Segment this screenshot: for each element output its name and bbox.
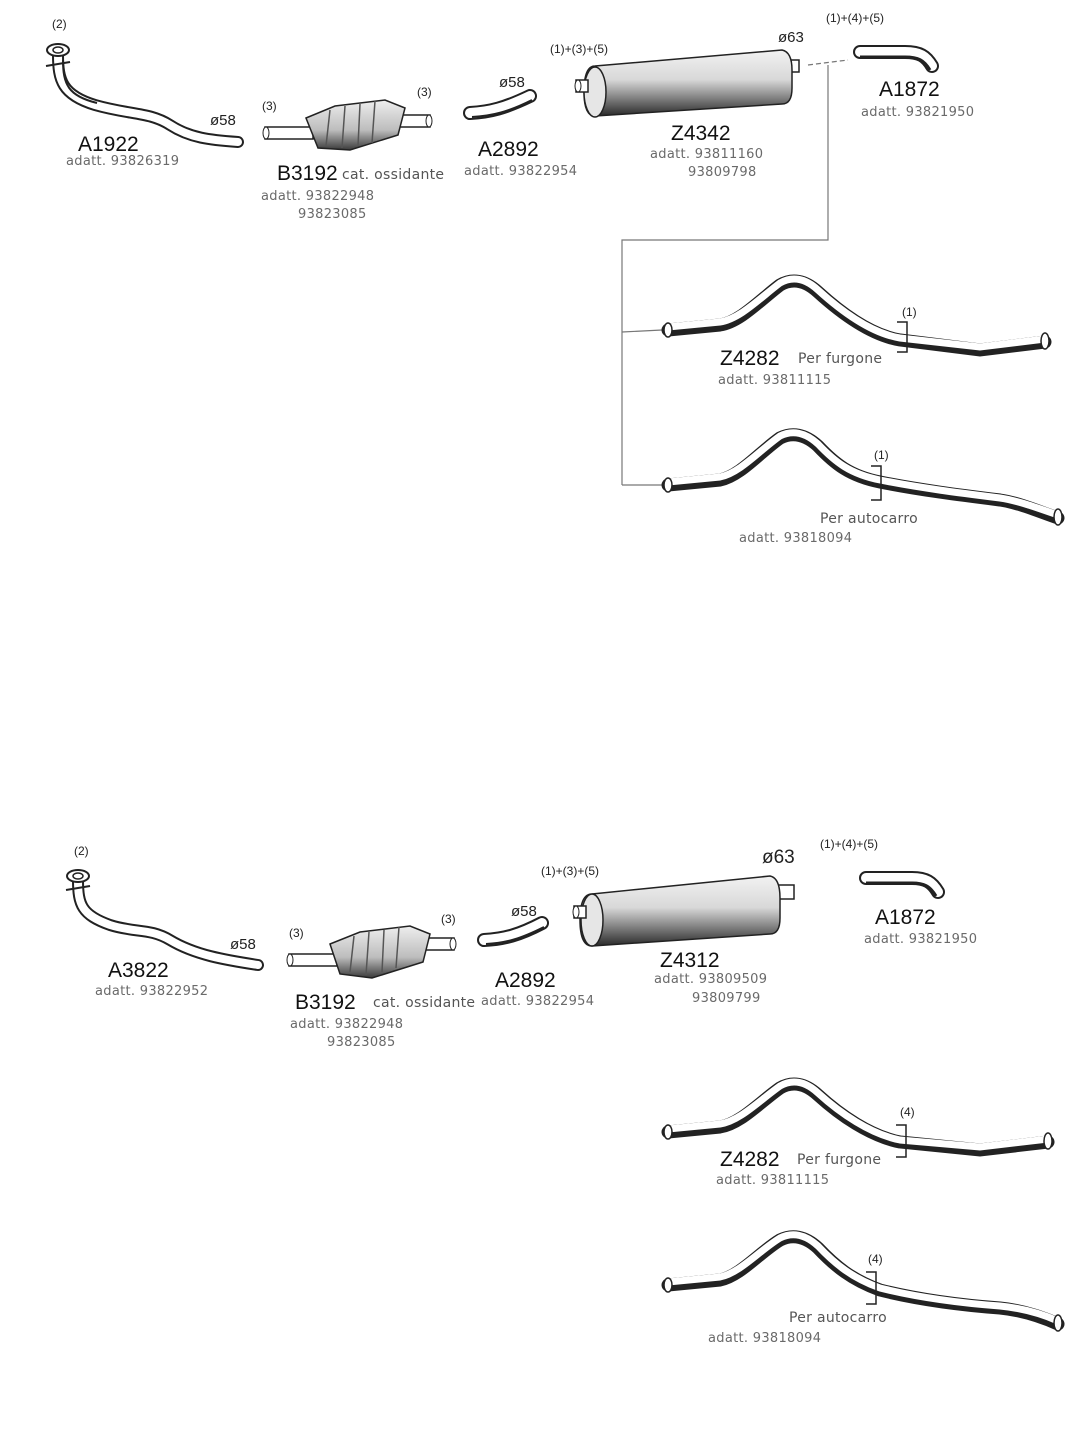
part-desc-b3192-2: cat. ossidante	[373, 995, 476, 1011]
part-ref-a1922: adatt. 93826319	[66, 154, 180, 169]
part-ref-z4342-2: 93809798	[688, 165, 757, 180]
callout-z4342: (1)+(3)+(5)	[550, 42, 609, 56]
part-ref-z4342-1: adatt. 93811160	[650, 147, 764, 162]
callout-b3192-left: (3)	[262, 99, 277, 113]
part-code-b3192: B3192	[277, 162, 338, 185]
part-desc-z4282-2: Per furgone	[797, 1152, 882, 1168]
part-desc-autocarro-2: Per autocarro	[789, 1310, 887, 1326]
callout-b3192-right-2: (3)	[441, 912, 456, 926]
part-code-z4312: Z4312	[660, 949, 720, 972]
callout-b3192-right: (3)	[417, 85, 432, 99]
callout-a1872: (1)+(4)+(5)	[826, 11, 885, 25]
part-b3192-catalyst-2	[287, 926, 456, 978]
part-ref-b3192-2b: 93823085	[327, 1035, 396, 1050]
diameter-a3822: ø58	[230, 936, 256, 953]
part-code-z4282: Z4282	[720, 347, 780, 370]
callout-autocarro: (1)	[874, 448, 889, 462]
callout-a1922: (2)	[52, 17, 67, 31]
callout-autocarro-2: (4)	[868, 1252, 883, 1266]
part-desc-b3192: cat. ossidante	[342, 167, 445, 183]
part-code-z4342: Z4342	[671, 122, 731, 145]
part-z4282-rear-pipe-2	[664, 1082, 1052, 1157]
part-code-a3822: A3822	[108, 959, 169, 982]
part-desc-autocarro: Per autocarro	[820, 511, 918, 527]
part-code-a1872-2: A1872	[875, 906, 936, 929]
connector-lines	[622, 60, 848, 485]
callout-a3822: (2)	[74, 844, 89, 858]
part-code-z4282-2: Z4282	[720, 1148, 780, 1171]
part-code-a2892: A2892	[478, 138, 539, 161]
part-ref-a1872: adatt. 93821950	[861, 105, 975, 120]
diameter-z4342: ø63	[778, 29, 804, 46]
callout-z4312: (1)+(3)+(5)	[541, 864, 600, 878]
part-ref-b3192-2: 93823085	[298, 207, 367, 222]
part-ref-a2892: adatt. 93822954	[464, 164, 578, 179]
part-code-a2892-2: A2892	[495, 969, 556, 992]
part-z4282-rear-pipe	[664, 279, 1049, 352]
part-ref-b3192-2a: adatt. 93822948	[290, 1017, 404, 1032]
part-code-b3192-2: B3192	[295, 991, 356, 1014]
callout-a1872-2: (1)+(4)+(5)	[820, 837, 879, 851]
part-a2892-pipe-2	[484, 923, 544, 944]
callout-z4282: (1)	[902, 305, 917, 319]
part-code-a1922: A1922	[78, 133, 139, 156]
part-ref-z4312-1: adatt. 93809509	[654, 972, 768, 987]
callout-b3192-left-2: (3)	[289, 926, 304, 940]
diameter-a2892: ø58	[499, 74, 525, 91]
part-b3192-catalyst	[263, 100, 432, 150]
part-ref-z4282-2: adatt. 93811115	[716, 1173, 830, 1188]
part-ref-z4312-2: 93809799	[692, 991, 761, 1006]
part-ref-z4282: adatt. 93811115	[718, 373, 832, 388]
part-ref-autocarro: adatt. 93818094	[739, 531, 853, 546]
part-desc-z4282: Per furgone	[798, 351, 883, 367]
part-ref-a1872-2: adatt. 93821950	[864, 932, 978, 947]
diameter-a1922: ø58	[210, 112, 236, 129]
part-ref-autocarro-2: adatt. 93818094	[708, 1331, 822, 1346]
diameter-z4312: ø63	[762, 847, 795, 868]
part-z4312-muffler	[573, 876, 794, 946]
part-z4342-muffler	[575, 50, 799, 117]
part-ref-a2892-2: adatt. 93822954	[481, 994, 595, 1009]
diameter-a2892-2: ø58	[511, 903, 537, 920]
part-a2892-pipe	[470, 96, 532, 117]
part-ref-b3192-1: adatt. 93822948	[261, 189, 375, 204]
part-a1872-tailpipe	[860, 52, 932, 70]
part-a1872-tailpipe-2	[866, 878, 938, 896]
callout-z4282-2: (4)	[900, 1105, 915, 1119]
part-code-a1872: A1872	[879, 78, 940, 101]
part-ref-a3822: adatt. 93822952	[95, 984, 209, 999]
